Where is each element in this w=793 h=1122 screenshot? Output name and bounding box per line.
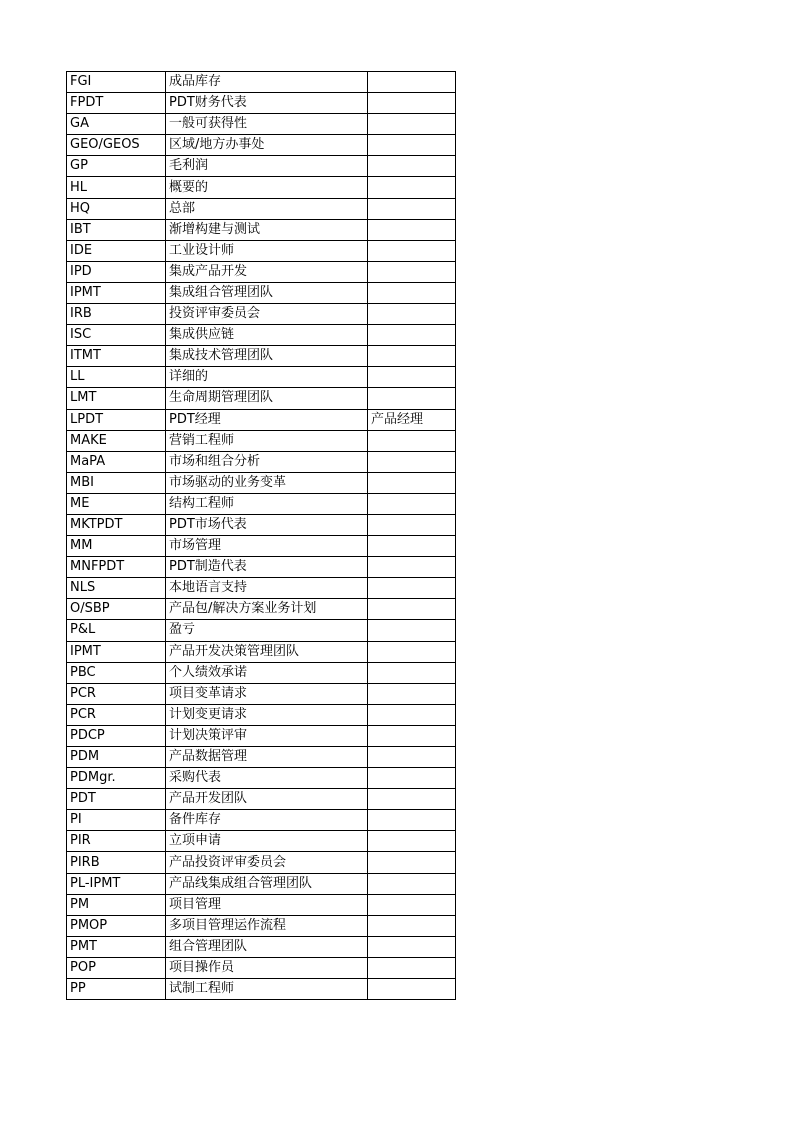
table-row: [67, 240, 456, 261]
abbreviation-cell: PMOP: [67, 915, 166, 936]
table-row: [67, 135, 456, 156]
abbreviation-cell: P&L: [67, 620, 166, 641]
note-cell: [368, 747, 456, 768]
table-row: [67, 599, 456, 620]
table-row: [67, 93, 456, 114]
table-row: [67, 725, 456, 746]
note-cell: [368, 557, 456, 578]
abbreviation-cell: PCR: [67, 704, 166, 725]
table-row: [67, 747, 456, 768]
note-cell: [368, 662, 456, 683]
abbreviation-cell: PDM: [67, 747, 166, 768]
abbreviation-cell: PIRB: [67, 852, 166, 873]
table-row: [67, 683, 456, 704]
meaning-cell: 市场管理: [166, 536, 368, 557]
table-row: [67, 768, 456, 789]
table-row: [67, 114, 456, 135]
table-row: [67, 852, 456, 873]
meaning-cell: 详细的: [166, 367, 368, 388]
table-row: [67, 789, 456, 810]
table-row: [67, 810, 456, 831]
note-cell: [368, 177, 456, 198]
note-cell: 产品经理: [368, 409, 456, 430]
table-row: [67, 979, 456, 1000]
note-cell: [368, 346, 456, 367]
abbreviation-cell: HL: [67, 177, 166, 198]
table-row: [67, 198, 456, 219]
meaning-cell: 生命周期管理团队: [166, 388, 368, 409]
abbreviation-cell: PL-IPMT: [67, 873, 166, 894]
meaning-cell: 市场和组合分析: [166, 451, 368, 472]
meaning-cell: 计划决策评审: [166, 725, 368, 746]
table-row: [67, 620, 456, 641]
abbreviation-cell: PP: [67, 979, 166, 1000]
note-cell: [368, 261, 456, 282]
meaning-cell: 集成供应链: [166, 325, 368, 346]
abbreviation-cell: PIR: [67, 831, 166, 852]
table-row: [67, 894, 456, 915]
table-row: [67, 936, 456, 957]
abbreviation-cell: PMT: [67, 936, 166, 957]
note-cell: [368, 114, 456, 135]
table-row: [67, 156, 456, 177]
meaning-cell: 投资评审委员会: [166, 304, 368, 325]
note-cell: [368, 451, 456, 472]
note-cell: [368, 240, 456, 261]
abbreviation-cell: IBT: [67, 219, 166, 240]
note-cell: [368, 831, 456, 852]
meaning-cell: PDT财务代表: [166, 93, 368, 114]
meaning-cell: 备件库存: [166, 810, 368, 831]
abbreviation-cell: GEO/GEOS: [67, 135, 166, 156]
meaning-cell: 结构工程师: [166, 493, 368, 514]
meaning-cell: PDT市场代表: [166, 514, 368, 535]
note-cell: [368, 514, 456, 535]
abbreviation-cell: LL: [67, 367, 166, 388]
note-cell: [368, 894, 456, 915]
meaning-cell: 多项目管理运作流程: [166, 915, 368, 936]
abbreviation-cell: PDT: [67, 789, 166, 810]
note-cell: [368, 388, 456, 409]
meaning-cell: 成品库存: [166, 72, 368, 93]
glossary-table: [66, 71, 456, 1000]
meaning-cell: 营销工程师: [166, 430, 368, 451]
meaning-cell: 个人绩效承诺: [166, 662, 368, 683]
table-row: [67, 177, 456, 198]
note-cell: [368, 704, 456, 725]
abbreviation-cell: MNFPDT: [67, 557, 166, 578]
abbreviation-cell: PDMgr.: [67, 768, 166, 789]
meaning-cell: 本地语言支持: [166, 578, 368, 599]
abbreviation-cell: ISC: [67, 325, 166, 346]
table-row: [67, 282, 456, 303]
note-cell: [368, 641, 456, 662]
abbreviation-cell: IPD: [67, 261, 166, 282]
meaning-cell: 产品开发决策管理团队: [166, 641, 368, 662]
note-cell: [368, 810, 456, 831]
note-cell: [368, 683, 456, 704]
table-row: [67, 514, 456, 535]
table-row: [67, 662, 456, 683]
table-row: [67, 346, 456, 367]
note-cell: [368, 620, 456, 641]
table-row: [67, 451, 456, 472]
table-row: [67, 557, 456, 578]
meaning-cell: 项目操作员: [166, 957, 368, 978]
abbreviation-cell: GP: [67, 156, 166, 177]
table-row: [67, 536, 456, 557]
note-cell: [368, 936, 456, 957]
meaning-cell: 立项申请: [166, 831, 368, 852]
meaning-cell: PDT经理: [166, 409, 368, 430]
glossary-table-body: [67, 72, 456, 1000]
meaning-cell: 产品开发团队: [166, 789, 368, 810]
note-cell: [368, 282, 456, 303]
table-row: [67, 261, 456, 282]
abbreviation-cell: MBI: [67, 472, 166, 493]
meaning-cell: 市场驱动的业务变革: [166, 472, 368, 493]
abbreviation-cell: IPMT: [67, 282, 166, 303]
meaning-cell: 试制工程师: [166, 979, 368, 1000]
note-cell: [368, 72, 456, 93]
meaning-cell: 产品包/解决方案业务计划: [166, 599, 368, 620]
meaning-cell: 采购代表: [166, 768, 368, 789]
meaning-cell: 计划变更请求: [166, 704, 368, 725]
note-cell: [368, 915, 456, 936]
abbreviation-cell: MAKE: [67, 430, 166, 451]
table-row: [67, 641, 456, 662]
abbreviation-cell: PCR: [67, 683, 166, 704]
abbreviation-cell: MM: [67, 536, 166, 557]
meaning-cell: 区域/地方办事处: [166, 135, 368, 156]
note-cell: [368, 725, 456, 746]
abbreviation-cell: NLS: [67, 578, 166, 599]
meaning-cell: 渐增构建与测试: [166, 219, 368, 240]
note-cell: [368, 472, 456, 493]
note-cell: [368, 536, 456, 557]
meaning-cell: 产品数据管理: [166, 747, 368, 768]
abbreviation-cell: PM: [67, 894, 166, 915]
note-cell: [368, 135, 456, 156]
abbreviation-cell: MKTPDT: [67, 514, 166, 535]
note-cell: [368, 367, 456, 388]
note-cell: [368, 979, 456, 1000]
meaning-cell: 一般可获得性: [166, 114, 368, 135]
meaning-cell: 集成产品开发: [166, 261, 368, 282]
meaning-cell: 组合管理团队: [166, 936, 368, 957]
meaning-cell: 集成技术管理团队: [166, 346, 368, 367]
meaning-cell: 产品线集成组合管理团队: [166, 873, 368, 894]
note-cell: [368, 578, 456, 599]
meaning-cell: 总部: [166, 198, 368, 219]
note-cell: [368, 430, 456, 451]
note-cell: [368, 156, 456, 177]
note-cell: [368, 93, 456, 114]
abbreviation-cell: FGI: [67, 72, 166, 93]
meaning-cell: PDT制造代表: [166, 557, 368, 578]
table-row: [67, 325, 456, 346]
abbreviation-cell: HQ: [67, 198, 166, 219]
abbreviation-cell: FPDT: [67, 93, 166, 114]
abbreviation-cell: PI: [67, 810, 166, 831]
table-row: [67, 72, 456, 93]
table-row: [67, 409, 456, 430]
meaning-cell: 盈亏: [166, 620, 368, 641]
note-cell: [368, 789, 456, 810]
note-cell: [368, 219, 456, 240]
note-cell: [368, 304, 456, 325]
note-cell: [368, 493, 456, 514]
table-row: [67, 367, 456, 388]
table-row: [67, 831, 456, 852]
note-cell: [368, 599, 456, 620]
meaning-cell: 项目变革请求: [166, 683, 368, 704]
abbreviation-cell: IPMT: [67, 641, 166, 662]
table-row: [67, 915, 456, 936]
table-row: [67, 957, 456, 978]
abbreviation-cell: IDE: [67, 240, 166, 261]
note-cell: [368, 873, 456, 894]
table-row: [67, 472, 456, 493]
table-row: [67, 578, 456, 599]
abbreviation-cell: ME: [67, 493, 166, 514]
table-row: [67, 430, 456, 451]
note-cell: [368, 325, 456, 346]
abbreviation-cell: O/SBP: [67, 599, 166, 620]
note-cell: [368, 198, 456, 219]
abbreviation-cell: LMT: [67, 388, 166, 409]
meaning-cell: 项目管理: [166, 894, 368, 915]
abbreviation-cell: POP: [67, 957, 166, 978]
abbreviation-cell: GA: [67, 114, 166, 135]
table-row: [67, 704, 456, 725]
note-cell: [368, 768, 456, 789]
abbreviation-cell: PDCP: [67, 725, 166, 746]
table-row: [67, 493, 456, 514]
meaning-cell: 工业设计师: [166, 240, 368, 261]
abbreviation-cell: MaPA: [67, 451, 166, 472]
table-row: [67, 388, 456, 409]
meaning-cell: 概要的: [166, 177, 368, 198]
meaning-cell: 集成组合管理团队: [166, 282, 368, 303]
meaning-cell: 产品投资评审委员会: [166, 852, 368, 873]
abbreviation-cell: IRB: [67, 304, 166, 325]
table-row: [67, 873, 456, 894]
table-row: [67, 304, 456, 325]
abbreviation-cell: LPDT: [67, 409, 166, 430]
abbreviation-cell: PBC: [67, 662, 166, 683]
abbreviation-cell: ITMT: [67, 346, 166, 367]
table-row: [67, 219, 456, 240]
meaning-cell: 毛利润: [166, 156, 368, 177]
note-cell: [368, 852, 456, 873]
note-cell: [368, 957, 456, 978]
